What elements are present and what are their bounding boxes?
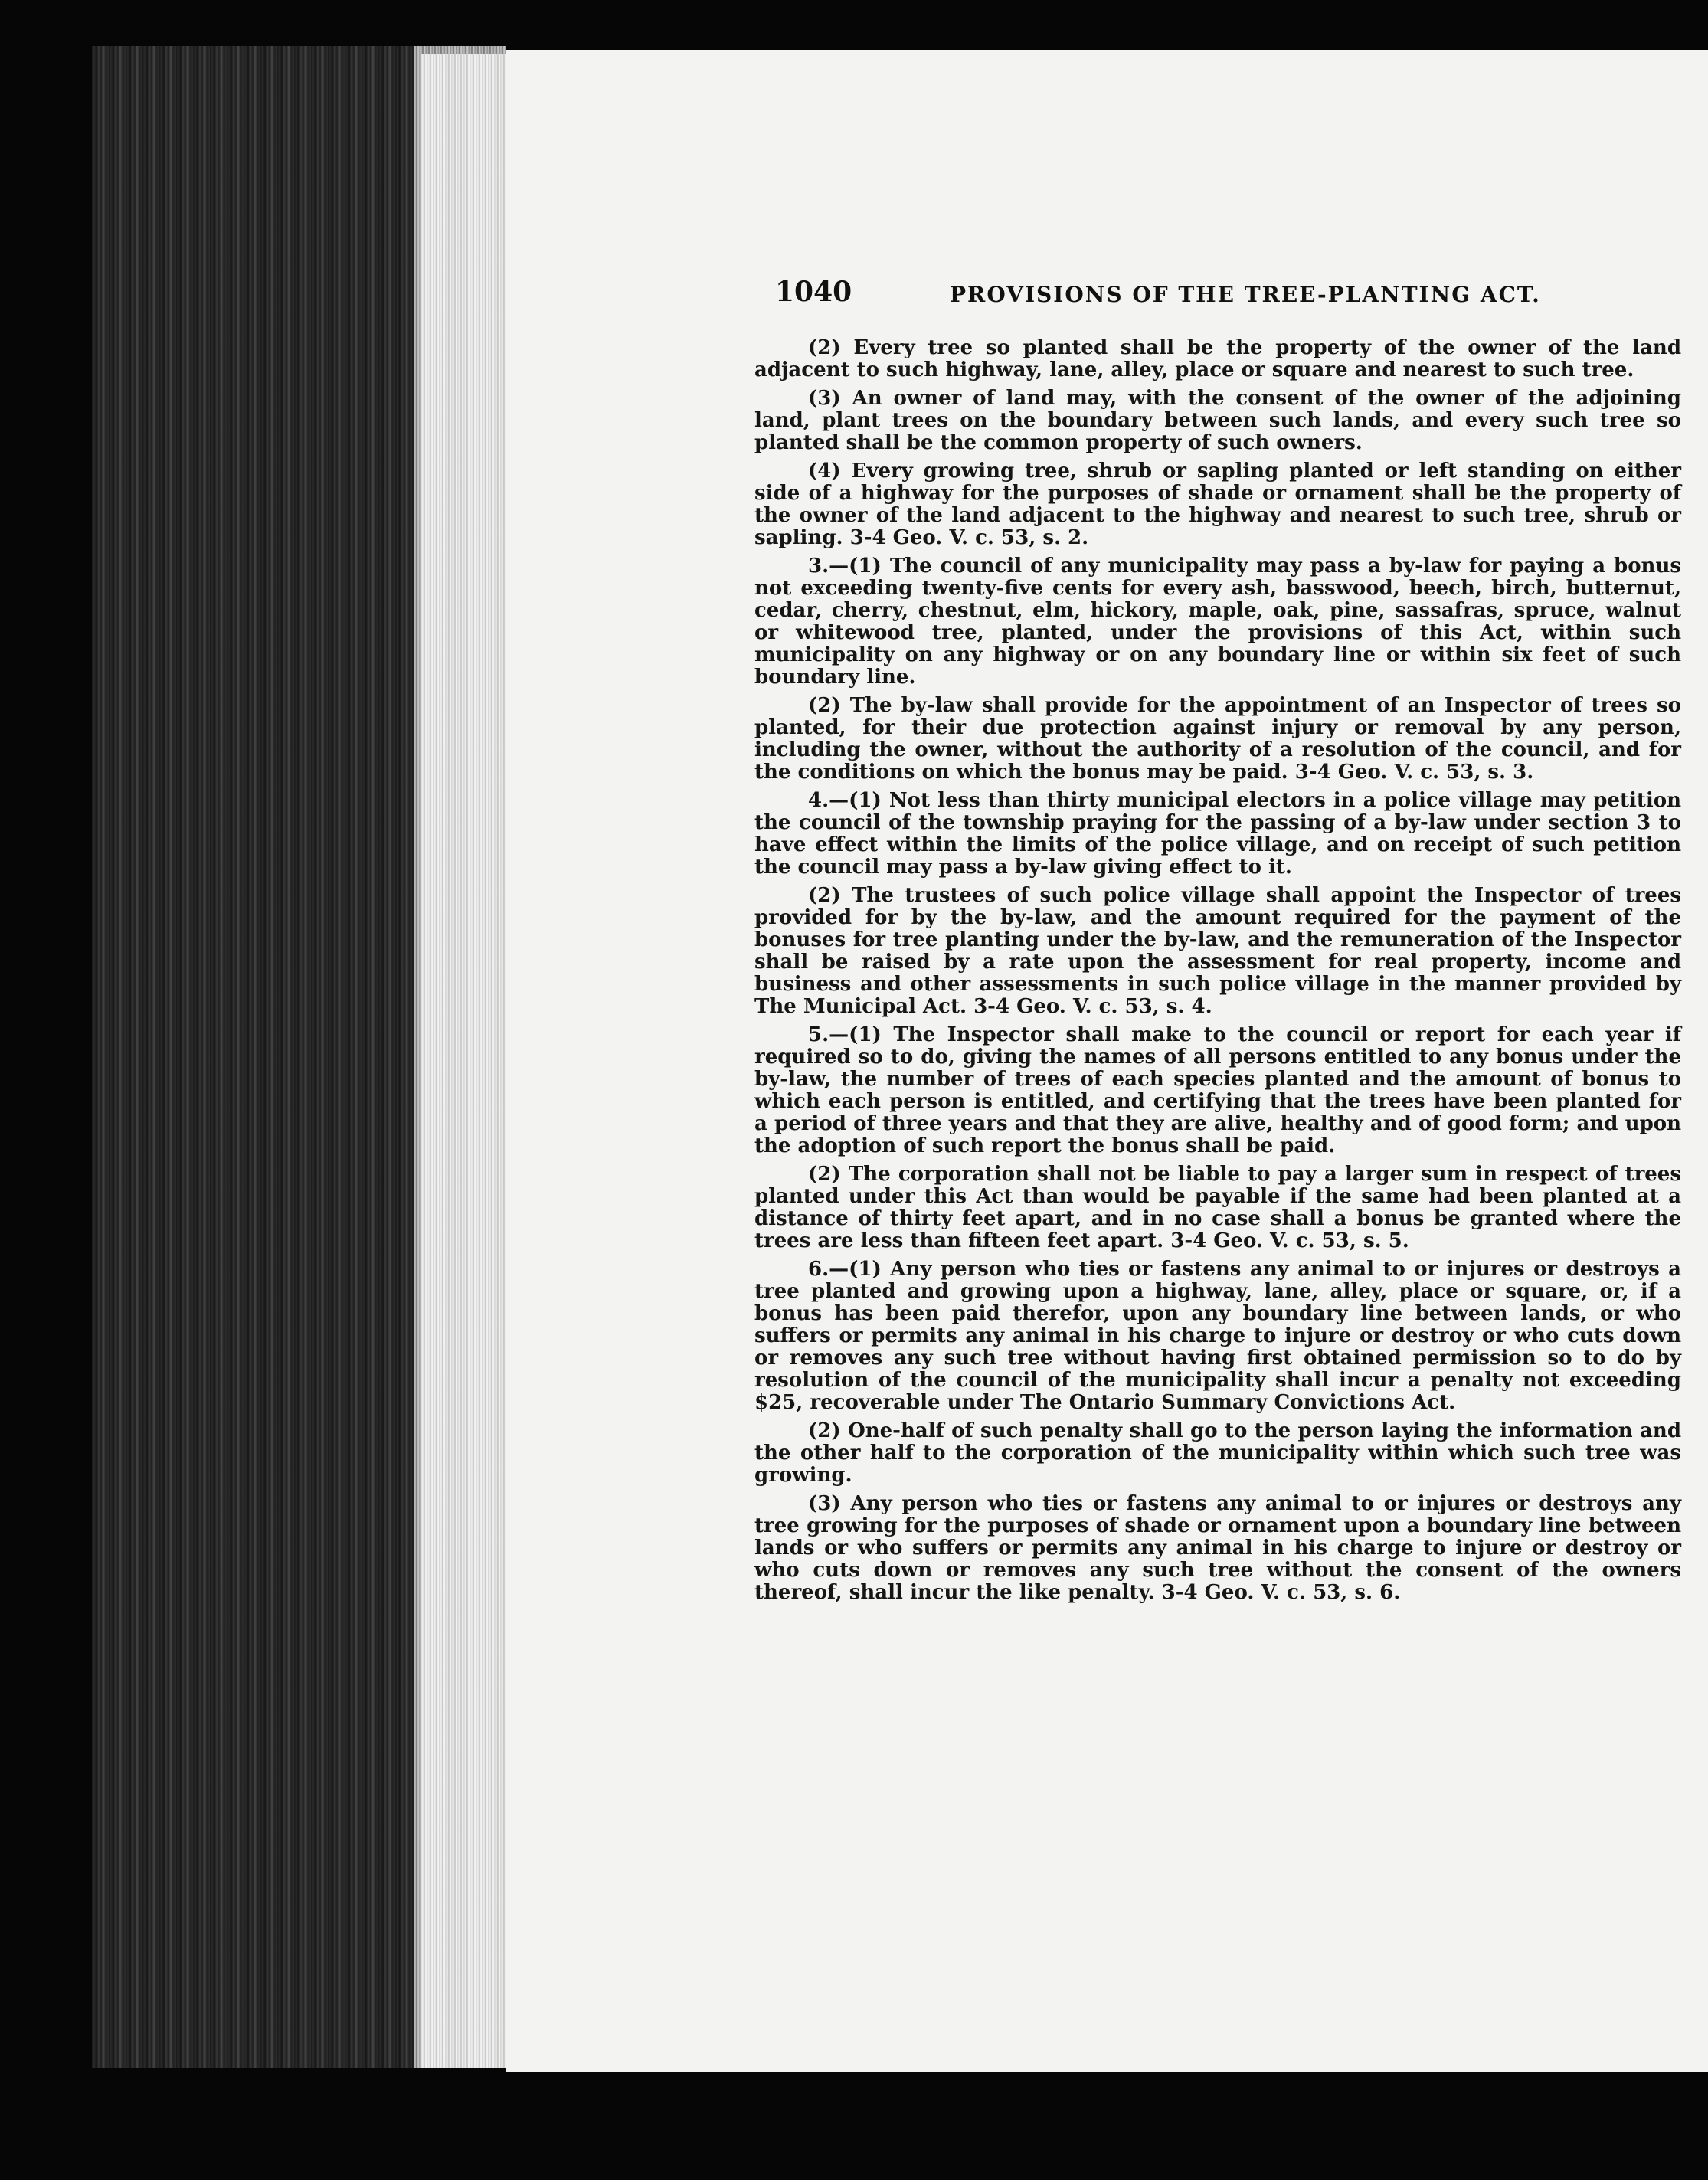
paragraph: 3.—(1) The council of any municipality may pass a by-law for paying a bonus not exceeding twenty-five cents for every ash, basswood, beech, birch, butternut, cedar, cherry, chestnut, elm, hickory, maple, oak, pine, sassafras, spruce, walnut or whitewood tree, planted, under the provisions of this Act, within such municipality on any highway or on any boundary line or within six feet of such boundary line.: [754, 555, 1681, 689]
paragraph: (2) The corporation shall not be liable to pay a larger sum in respect of trees planted under this Act than would be payable if the same had been planted at a distance of thirty feet apart, and in no case shall a bonus be granted where the trees are less than fifteen feet apart. 3-4 Geo. V. c. 53, s. 5.: [754, 1163, 1681, 1252]
page-number: 1040: [775, 276, 852, 308]
running-head: PROVISIONS OF THE TREE-PLANTING ACT.: [950, 282, 1541, 307]
paragraph: (3) Any person who ties or fastens any animal to or injures or destroys any tree growing for the purposes of shade or ornament upon a boundary line between lands or who suffers or permits any animal in his charge to injure or destroy or who cuts down or removes any such tree without the consent of the owners thereof, shall incur the like penalty. 3-4 Geo. V. c. 53, s. 6.: [754, 1492, 1681, 1604]
paragraph: 4.—(1) Not less than thirty municipal electors in a police village may petition the council of the township praying for the passing of a by-law under section 3 to have effect within the limits of the police village, and on receipt of such petition the council may pass a by-law giving effect to it.: [754, 789, 1681, 879]
paragraph: (2) Every tree so planted shall be the property of the owner of the land adjacent to such highway, lane, alley, place or square and nearest to such tree.: [754, 336, 1681, 381]
book-page-edge: [421, 54, 506, 2068]
page-header: [775, 276, 1679, 322]
paragraph: (2) One-half of such penalty shall go to the person laying the information and the other half to the corporation of the municipality within which such tree was growing.: [754, 1419, 1681, 1487]
paragraph: 5.—(1) The Inspector shall make to the council or report for each year if required so to do, giving the names of all persons entitled to any bonus under the by-law, the number of trees of each species planted and the amount of bonus to which each person is entitled, and certifying that the trees have been planted for a period of three years and that they are alive, healthy and of good form; and upon the adoption of such report the bonus shall be paid.: [754, 1023, 1681, 1157]
document-body: [754, 337, 1681, 1610]
paragraph: (2) The trustees of such police village shall appoint the Inspector of trees provided for by the by-law, and the amount required for the payment of the bonuses for tree planting under the by-law, and the remuneration of the Inspector shall be raised by a rate upon the assessment for real property, income and business and other assessments in such police village in the manner provided by The Municipal Act. 3-4 Geo. V. c. 53, s. 4.: [754, 884, 1681, 1018]
paragraph: (3) An owner of land may, with the consent of the owner of the adjoining land, plant trees on the boundary between such lands, and every such tree so planted shall be the common property of such owners.: [754, 387, 1681, 454]
paragraph: (4) Every growing tree, shrub or sapling planted or left standing on either side of a highway for the purposes of shade or ornament shall be the property of the owner of the land adjacent to the highway and nearest to such tree, shrub or sapling. 3-4 Geo. V. c. 53, s. 2.: [754, 460, 1681, 549]
paragraph: (2) The by-law shall provide for the appointment of an Inspector of trees so planted, for their due protection against injury or removal by any person, including the owner, without the authority of a resolution of the council, and for the conditions on which the bonus may be paid. 3-4 Geo. V. c. 53, s. 3.: [754, 694, 1681, 784]
paragraph: 6.—(1) Any person who ties or fastens any animal to or injures or destroys a tree planted and growing upon a highway, lane, alley, place or square, or, if a bonus has been paid therefor, upon any boundary line between lands, or who suffers or permits any animal in his charge to injure or destroy or who cuts down or removes any such tree without having first obtained permission so to do by resolution of the council of the municipality shall incur a penalty not exceeding $25, recoverable under The Ontario Summary Convictions Act.: [754, 1258, 1681, 1414]
